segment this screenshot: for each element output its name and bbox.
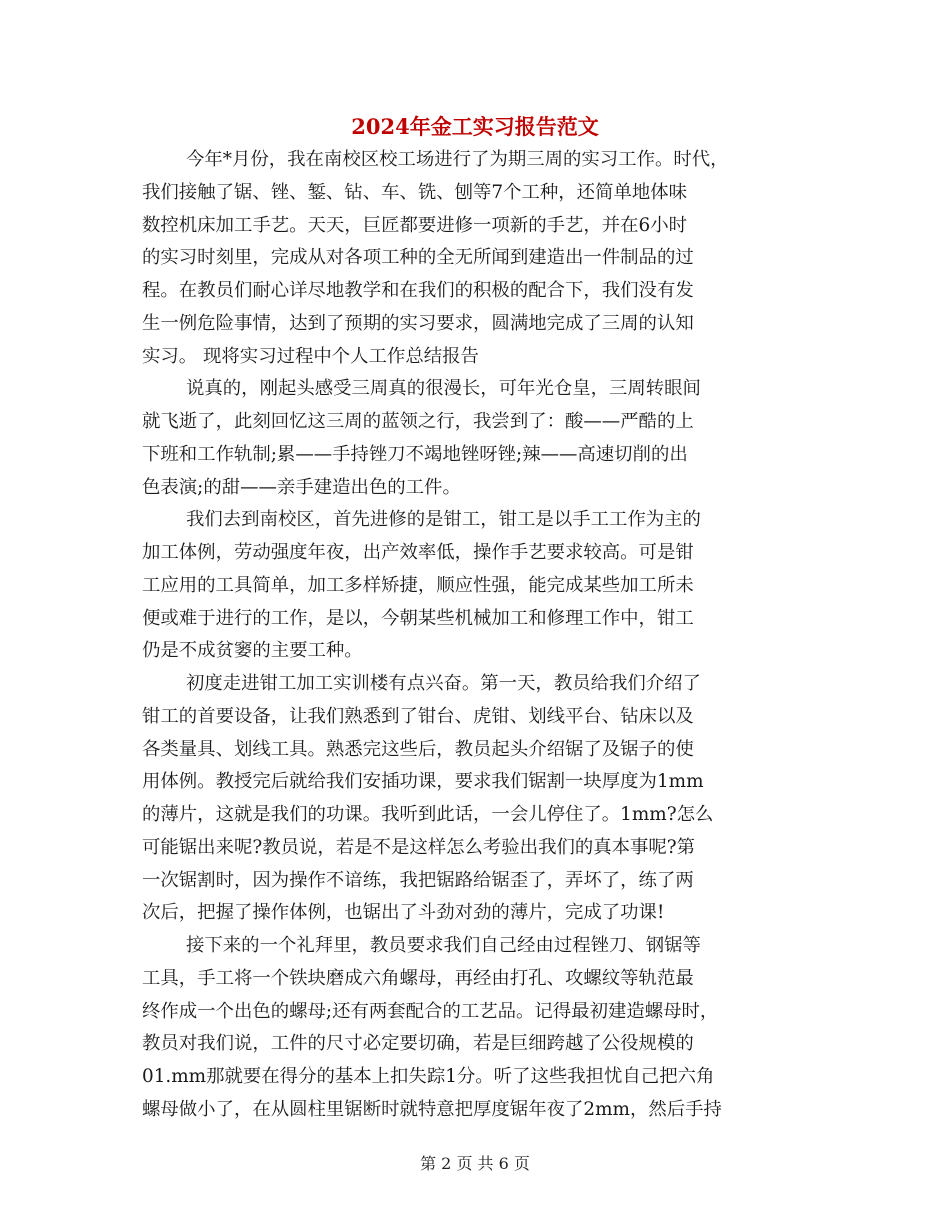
text-line: 下班和工作轨制;累——手持锉刀不竭地锉呀锉;辣——高速切削的出	[142, 443, 688, 465]
text-line: 我们去到南校区，首先进修的是钳工，钳工是以手工工作为主的	[186, 509, 701, 531]
text-line: 初度走进钳工加工实训楼有点兴奋。第一天，教员给我们介绍了	[186, 673, 701, 694]
text-line: 今年*月份，我在南校区校工场进行了为期三周的实习工作。时代，	[186, 149, 729, 170]
text-line: 就飞逝了，此刻回忆这三周的蓝领之行，我尝到了：酸——严酷的上	[142, 411, 694, 432]
text-line: 接下来的一个礼拜里，教员要求我们自己经由过程锉刀、钢锯等	[186, 935, 701, 956]
text-line: 01.mm那就要在得分的基本上扣失踪1分。听了这些我担忧自己把六角	[142, 1066, 715, 1087]
text-line: 用体例。教授完后就给我们安插功课，要求我们锯割一块厚度为1mm	[142, 771, 704, 793]
text-line: 仍是不成贫窭的主要工种。	[142, 640, 363, 662]
page-footer: 第 2 页 共 6 页	[420, 1154, 530, 1173]
text-line: 的实习时刻里，完成从对各项工种的全无所闻到建造出一件制品的过	[142, 247, 694, 269]
document-body	[142, 144, 800, 1127]
document-title: 2024年金工实习报告范文	[351, 114, 599, 139]
text-line: 工应用的工具简单，加工多样矫捷，顺应性强，能完成某些加工所未	[142, 574, 694, 596]
text-line: 数控机床加工手艺。天天，巨匠都要进修一项新的手艺，并在6小时	[142, 214, 688, 236]
text-line: 加工体例，劳动强度年夜，出产效率低，操作手艺要求较高。可是钳	[142, 542, 694, 563]
text-line: 说真的，刚起头感受三周真的很漫长，可年光仓皇，三周转眼间	[186, 378, 701, 400]
text-line: 我们接触了锯、锉、錾、钻、车、铣、刨等7个工种，还简单地体味	[142, 181, 688, 203]
text-line: 一次锯割时，因为操作不谙练，我把锯路给锯歪了，弄坏了，练了两	[142, 869, 694, 891]
text-line: 教员对我们说，工件的尺寸必定要切确，若是巨细跨越了公役规模的	[142, 1033, 694, 1055]
text-line: 的薄片，这就是我们的功课。我听到此话，一会儿停住了。1mm?怎么	[142, 804, 714, 825]
text-line: 终作成一个出色的螺母;还有两套配合的工艺品。记得最初建造螺母时，	[142, 1000, 719, 1022]
text-line: 各类量具、划线工具。熟悉完这些后，教员起头介绍锯了及锯子的使	[142, 738, 694, 760]
text-line: 次后，把握了操作体例，也锯出了斗劲对劲的薄片，完成了功课!	[142, 902, 665, 924]
text-line: 便或难于进行的工作，是以，今朝某些机械加工和修理工作中，钳工	[142, 607, 694, 629]
text-line: 工具，手工将一个铁块磨成六角螺母，再经由打孔、攻螺纹等轨范最	[142, 967, 694, 989]
text-line: 实习。 现将实习过程中个人工作总结报告	[142, 345, 479, 367]
text-line: 程。在教员们耐心详尽地教学和在我们的积极的配合下，我们没有发	[142, 280, 694, 301]
text-line: 生一例危险事情，达到了预期的实习要求，圆满地完成了三周的认知	[142, 312, 694, 334]
text-line: 色表演;的甜——亲手建造出色的工件。	[142, 476, 461, 498]
text-line: 可能锯出来呢?教员说，若是不是这样怎么考验出我们的真本事呢?第	[142, 836, 696, 858]
text-line: 螺母做小了，在从圆柱里锯断时就特意把厚度锯年夜了2mm，然后手持	[142, 1098, 722, 1120]
text-line: 钳工的首要设备，让我们熟悉到了钳台、虎钳、划线平台、钻床以及	[142, 705, 694, 727]
